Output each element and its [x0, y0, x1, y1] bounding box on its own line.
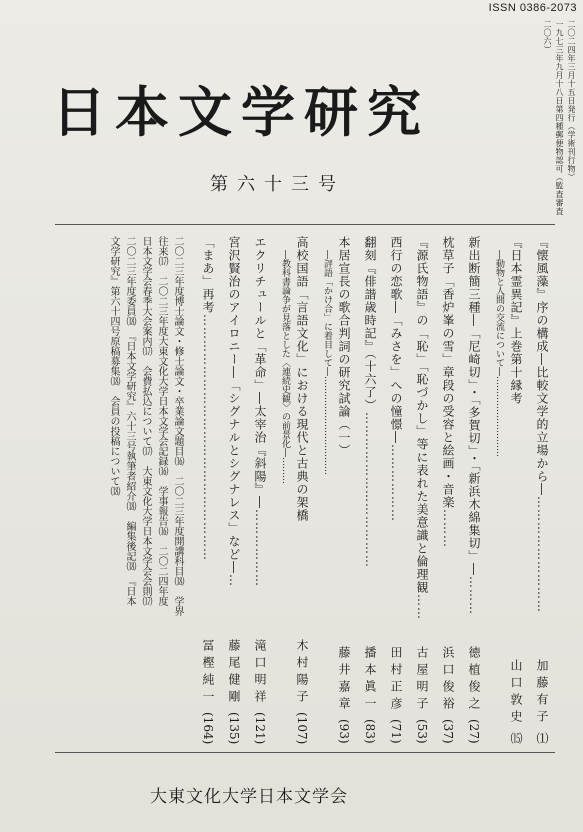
- issue-number: 第六十三号: [210, 174, 345, 195]
- article-title: 「まあ」再考…………………………………………………: [201, 236, 215, 561]
- toc-entry[interactable]: [533, 236, 551, 744]
- journal-title: 日本文学研究: [52, 80, 430, 144]
- article-page: (53): [415, 719, 429, 744]
- toc-entry[interactable]: [335, 236, 353, 744]
- misc-line: 文学研究』第六十四号原稿募集⒅ 会員の投稿について⒅: [108, 236, 119, 496]
- toc-entry[interactable]: [199, 236, 217, 744]
- article-page: (164): [201, 711, 215, 744]
- article-title: 宮沢賢治のアイロニー―「シグナルとシグナレス」など―…: [227, 236, 241, 587]
- article-subtitle: ―教科書論争が見落とした〈連続史観〉の前景化―………: [280, 250, 290, 484]
- article-author: 藤井嘉章: [337, 646, 351, 715]
- article-page: (107): [295, 711, 309, 744]
- article-title: エクリチュールと「革命」―太宰治『斜陽』―………………: [253, 236, 267, 587]
- article-author: 滝口明祥: [253, 638, 267, 707]
- article-title: 『源氏物語』の「恥」「恥づかし」等に表れた美意識と倫理観……: [415, 236, 429, 620]
- article-page: ⑴: [535, 732, 549, 744]
- article-page: (83): [363, 719, 377, 744]
- article-subtitle: ―評語「かけ合」に着目して―……………………………: [322, 250, 332, 475]
- article-title: 新出断簡三種―「尼崎切」・「多賀切」・「新浜木綿集切」―………: [467, 236, 481, 615]
- toc-entry[interactable]: [225, 236, 243, 744]
- toc-entry[interactable]: [387, 236, 405, 744]
- article-author: 冨樫純一: [201, 638, 215, 707]
- article-author: 藤尾健剛: [227, 638, 241, 707]
- article-author: 古屋明子: [415, 646, 429, 715]
- article-author: 徳植俊之: [467, 646, 481, 715]
- misc-line: 二〇二三年度博士論文・修士論文・卒業論文題目⒃ 二〇二三年度開講科目⒅ 学界: [172, 236, 183, 616]
- toc-entry[interactable]: [439, 236, 457, 744]
- article-title: 西行の恋歌―「みさを」への憧憬―………………: [389, 236, 403, 522]
- article-author: 木村陽子: [295, 638, 309, 707]
- toc-entry[interactable]: [361, 236, 379, 744]
- article-page: ⒂: [509, 732, 523, 744]
- article-author: 山口敦史: [509, 659, 523, 727]
- bottom-divider: [55, 752, 555, 753]
- article-title: 本居宣長の歌合判詞の研究試論（一）: [337, 236, 351, 457]
- table-of-contents: [105, 236, 551, 744]
- misc-line: 二〇二三年度委員⒅ 『日本文学研究』六十三号執筆者紹介⒅ 編集後記⒅ 『日本: [124, 236, 135, 606]
- article-page: (37): [441, 719, 455, 744]
- toc-entry[interactable]: [507, 236, 525, 744]
- article-title: 高校国語「言語文化」における現代と古典の架橋: [295, 236, 309, 522]
- toc-entry[interactable]: [413, 236, 431, 744]
- toc-entry[interactable]: [251, 236, 269, 744]
- publication-date-note: 二〇二四年三月十五日発行（学術刊行物）: [567, 20, 576, 182]
- postal-registration-note: 一九七三年九月十八日第四種郵便物認可（監査審査二〇六）: [543, 20, 564, 216]
- article-title: 翻刻『俳諧歳時記』（十六了）………………………………: [363, 236, 377, 568]
- article-page: (27): [467, 719, 481, 744]
- article-author: 浜口俊裕: [441, 646, 455, 715]
- misc-line: 日本文学会春季大会案内⒄ 会費払込について⒄ 大東文化大学日本文学会会則⒄: [140, 236, 151, 606]
- article-page: (93): [337, 719, 351, 744]
- article-subtitle: ―動物と人間の交流について―………………………: [494, 250, 504, 457]
- article-page: (135): [227, 711, 241, 744]
- article-page: (71): [389, 719, 403, 744]
- article-author: 加藤有子: [535, 659, 549, 727]
- article-page: (121): [253, 711, 267, 744]
- article-title: 『懐風藻』序の構成―比較文学的立場から―………………………: [535, 236, 549, 613]
- issn-number: ISSN 0386-2073: [488, 2, 577, 14]
- toc-entry[interactable]: [465, 236, 483, 744]
- publisher-name: 大東文化大学日本文学会: [150, 787, 348, 807]
- article-author: 播本眞一: [363, 646, 377, 715]
- misc-line: 往来⒄ 二〇二三年度大東文化大学日本文学会記録⒃ 学事報告⒃ 二〇二四年度: [156, 236, 167, 606]
- article-author: 田村正彦: [389, 646, 403, 715]
- toc-entry[interactable]: [293, 236, 311, 744]
- article-title: 『日本霊異記』上巻第十縁考: [509, 236, 523, 405]
- article-title: 枕草子「香炉峯の雪」章段の受容と絵画・音楽………: [441, 236, 455, 548]
- top-divider: [55, 224, 555, 225]
